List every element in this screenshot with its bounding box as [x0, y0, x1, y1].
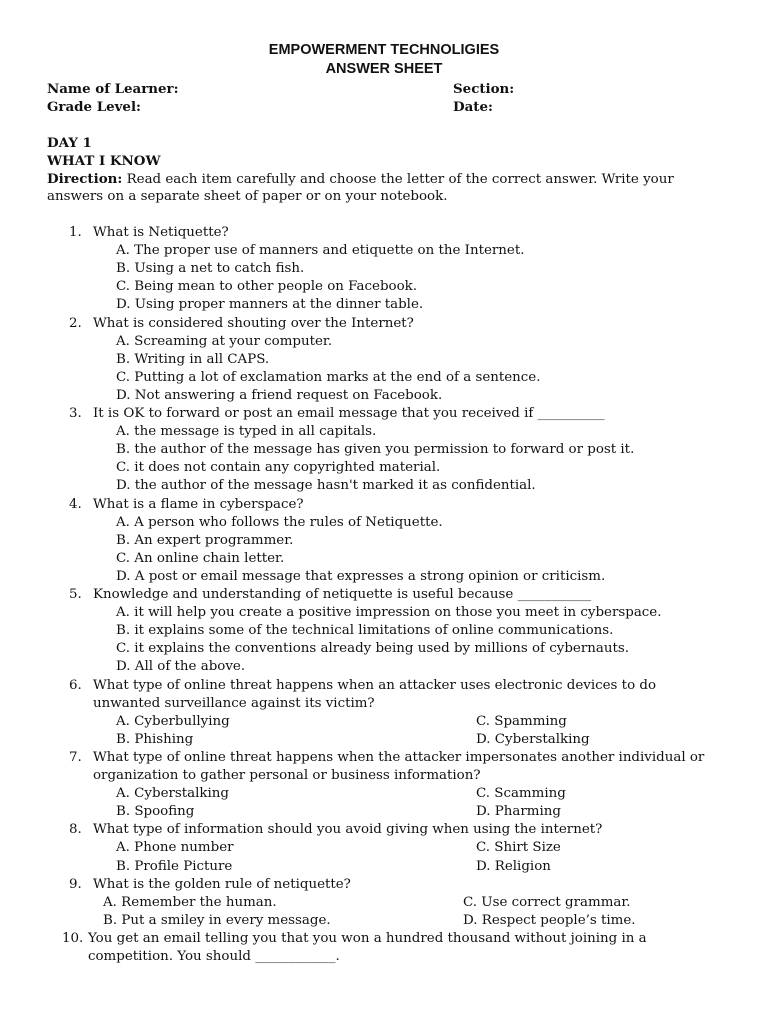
answer-option: C. An online chain letter. — [116, 550, 285, 566]
day-heading: DAY 1 — [47, 135, 92, 151]
answer-option: B. Using a net to catch fish. — [116, 261, 305, 277]
answer-option: D. All of the above. — [116, 659, 246, 675]
answer-option: C. Putting a lot of exclamation marks at the end of a sentence. — [116, 369, 541, 385]
grade-level-label: Grade Level: — [47, 99, 141, 115]
question-text: organization to gather personal or business information? — [93, 768, 481, 783]
answer-option: A. the message is typed in all capitals. — [116, 424, 377, 440]
answer-option: D. Pharming — [476, 804, 561, 820]
question-number: 8. — [69, 822, 82, 838]
question-text: What type of online threat happens when an attacker uses electronic devices to do — [93, 677, 657, 693]
answer-option: B. Writing in all CAPS. — [116, 351, 270, 367]
answer-option: A. it will help you create a positive impression on those you meet in cyberspace. — [116, 605, 662, 621]
answer-option: D. Religion — [476, 858, 551, 874]
answer-option: B. An expert programmer. — [116, 532, 294, 548]
question-number: 9. — [69, 876, 82, 892]
question-text: What type of information should you avoid giving when using the internet? — [93, 822, 603, 838]
answer-option: D. A post or email message that expresses a strong opinion or criticism. — [116, 568, 606, 584]
direction-line-1 — [47, 171, 674, 187]
direction-text: Read each item carefully and choose the letter of the correct answer. Write your — [122, 172, 674, 187]
date-label: Date: — [453, 99, 493, 115]
answer-option: A. The proper use of manners and etiquette on the Internet. — [116, 243, 525, 259]
question-text: unwanted surveillance against its victim? — [93, 695, 375, 711]
document-title: EMPOWERMENT TECHNOLIGIES — [268, 42, 500, 58]
question-text: What is a flame in cyberspace? — [93, 496, 304, 512]
answer-option: C. Scamming — [476, 786, 566, 802]
answer-option: B. the author of the message has given you permission to forward or post it. — [116, 442, 635, 458]
question-text: Knowledge and understanding of netiquette is useful because ___________ — [93, 587, 592, 602]
answer-option: A. Cyberbullying — [116, 713, 230, 729]
answer-option: C. Spamming — [476, 713, 567, 729]
answer-option: D. Using proper manners at the dinner table. — [116, 297, 424, 313]
direction-line-2: answers on a separate sheet of paper or on your notebook. — [47, 189, 448, 204]
question-number: 6. — [69, 677, 82, 693]
answer-option: B. it explains some of the technical limitations of online communications. — [116, 623, 614, 639]
answer-option: D. the author of the message hasn't marked it as confidential. — [116, 478, 536, 494]
answer-option: A. Cyberstalking — [116, 786, 230, 802]
answer-option: C. Being mean to other people on Facebook. — [116, 279, 418, 295]
answer-option: B. Phishing — [116, 731, 194, 747]
question-number: 10. — [62, 930, 84, 946]
question-number: 4. — [69, 496, 82, 512]
answer-option: C. it explains the conventions already being used by millions of cybernauts. — [116, 641, 629, 657]
question-number: 1. — [69, 225, 82, 240]
question-number: 7. — [69, 749, 82, 765]
answer-option: A. Screaming at your computer. — [116, 333, 333, 349]
question-number: 2. — [69, 315, 82, 331]
question-number: 3. — [69, 406, 82, 421]
section-label: Section: — [453, 81, 515, 97]
question-text: You get an email telling you that you won a hundred thousand without joining in a — [88, 930, 647, 946]
question-text: What is considered shouting over the Internet? — [93, 315, 414, 331]
direction-label: Direction: — [47, 171, 123, 187]
answer-option: D. Cyberstalking — [476, 731, 590, 747]
answer-option: A. Phone number — [116, 840, 234, 856]
section-heading: WHAT I KNOW — [47, 153, 161, 169]
answer-option: B. Spoofing — [116, 804, 195, 820]
answer-option: B. Profile Picture — [116, 858, 233, 874]
question-text: It is OK to forward or post an email message that you received if __________ — [93, 406, 605, 421]
question-text: What type of online threat happens when the attacker impersonates another individual or — [93, 749, 705, 765]
question-number: 5. — [69, 587, 82, 602]
answer-option: C. Use correct grammar. — [463, 894, 631, 910]
answer-option: C. it does not contain any copyrighted material. — [116, 460, 441, 476]
answer-option: A. A person who follows the rules of Netiquette. — [116, 514, 443, 530]
answer-option: B. Put a smiley in every message. — [103, 912, 331, 928]
question-text: What is the golden rule of netiquette? — [93, 876, 351, 892]
question-text: What is Netiquette? — [93, 225, 229, 240]
name-of-learner-label: Name of Learner: — [47, 81, 179, 97]
answer-option: D. Respect people’s time. — [463, 912, 636, 928]
answer-option: D. Not answering a friend request on Facebook. — [116, 387, 443, 403]
answer-option: A. Remember the human. — [103, 894, 277, 910]
question-text: competition. You should ____________. — [88, 949, 340, 964]
answer-option: C. Shirt Size — [476, 840, 561, 856]
document-subtitle: ANSWER SHEET — [325, 61, 443, 77]
